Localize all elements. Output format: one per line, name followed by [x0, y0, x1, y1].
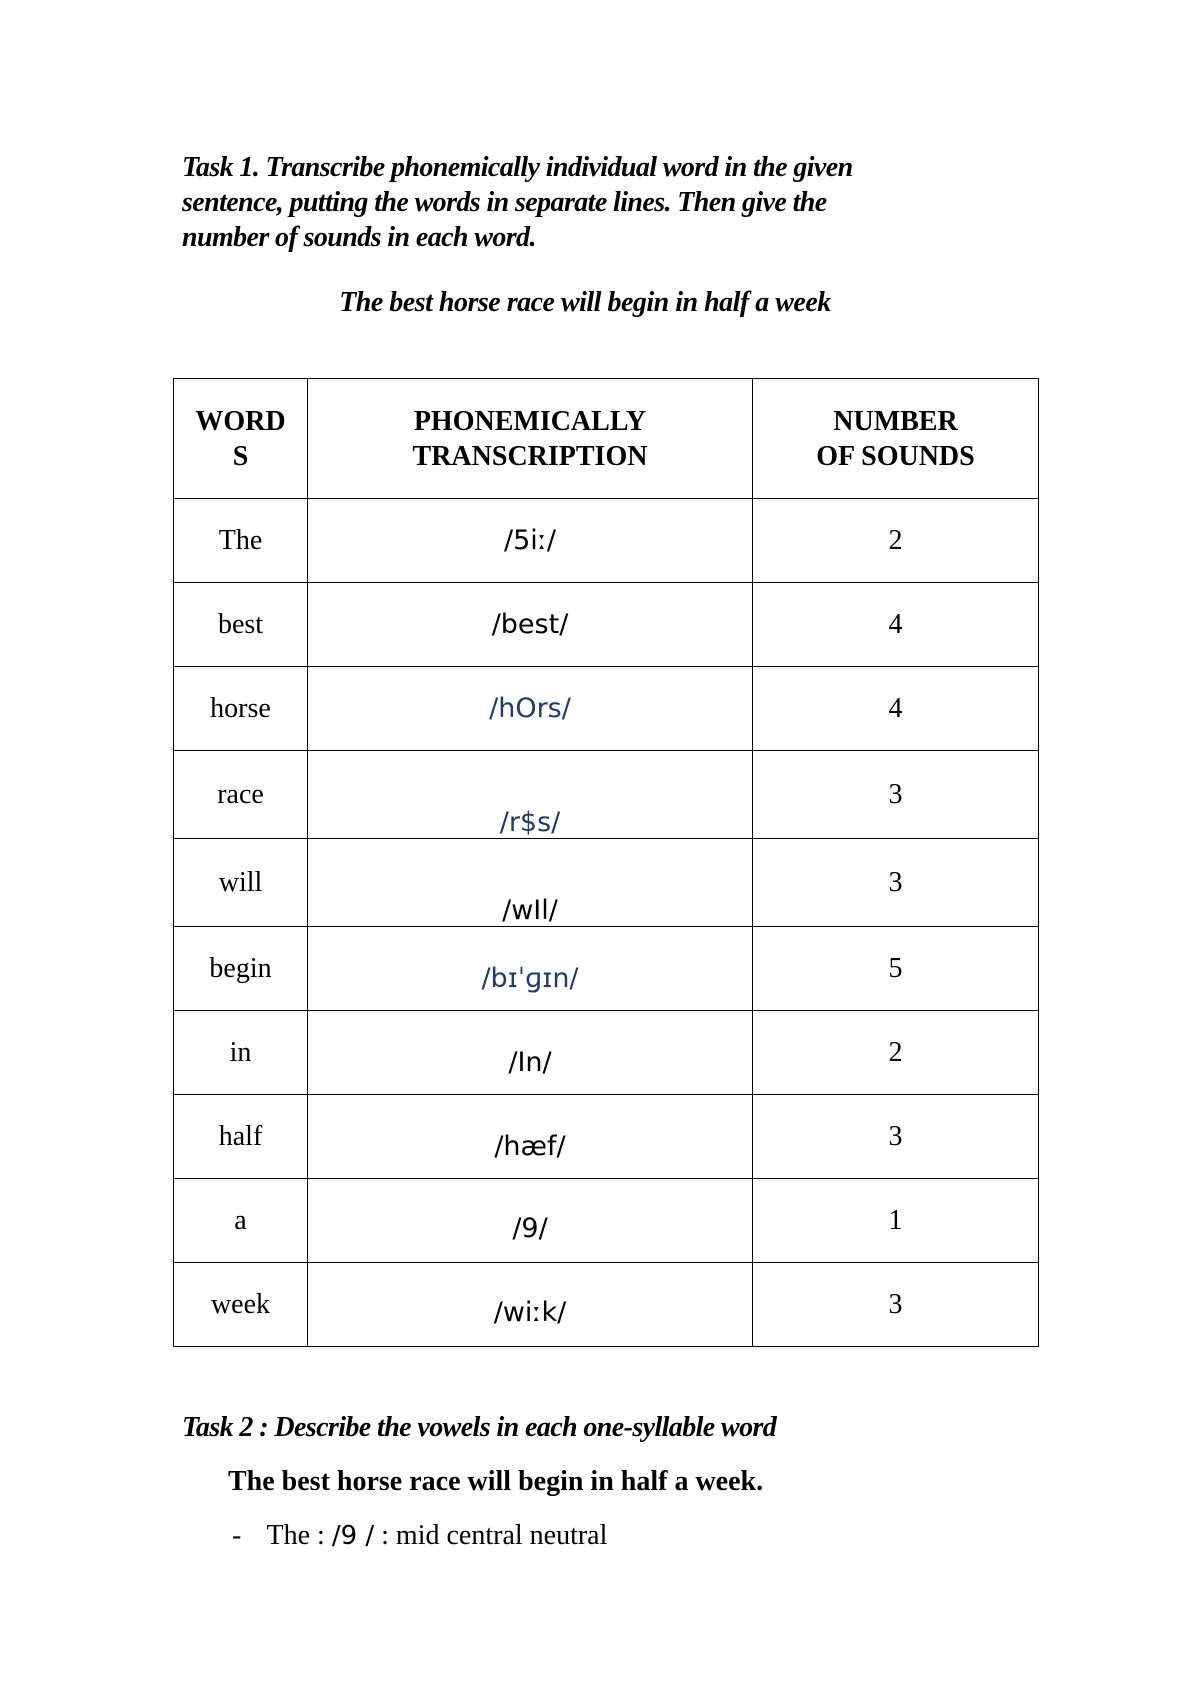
item-word: The : [266, 1520, 325, 1551]
cell-sound-count: 2 [753, 499, 1039, 583]
transcription-text: /wIl/ [502, 895, 558, 926]
task1-line: number of sounds in each word. [182, 222, 536, 253]
table-row [174, 839, 1039, 927]
cell-word: week [174, 1263, 308, 1347]
task1-instructions [182, 150, 1002, 255]
cell-word: a [174, 1179, 308, 1263]
cell-word: The [174, 499, 308, 583]
item-description: : mid central neutral [381, 1520, 608, 1551]
transcription-text: /5iː/ [504, 525, 556, 556]
header-transcription [308, 379, 753, 499]
table-row [174, 667, 1039, 751]
header-number-line1: NUMBER [833, 405, 958, 437]
task2-sentence: The best horse race will begin in half a week. [228, 1466, 764, 1497]
cell-sound-count: 4 [753, 583, 1039, 667]
list-dash: - [232, 1520, 242, 1551]
transcription-text: /hæf/ [494, 1131, 566, 1162]
cell-transcription [308, 751, 753, 839]
cell-sound-count: 5 [753, 927, 1039, 1011]
cell-sound-count: 3 [753, 839, 1039, 927]
task1-sentence: The best horse race will begin in half a week [339, 287, 831, 318]
table-header-row [174, 379, 1039, 499]
header-transcription-line1: PHONEMICALLY [413, 405, 647, 437]
transcription-text: /best/ [491, 609, 569, 640]
cell-sound-count: 3 [753, 1263, 1039, 1347]
cell-transcription [308, 1179, 753, 1263]
table-row [174, 1179, 1039, 1263]
transcription-text: /hOrs/ [489, 693, 571, 724]
header-words-line2: S [232, 440, 249, 472]
cell-transcription [308, 1263, 753, 1347]
cell-word: in [174, 1011, 308, 1095]
cell-transcription [308, 583, 753, 667]
transcription-text: /9/ [512, 1213, 548, 1244]
transcription-text: /r$s/ [499, 807, 561, 838]
table-row [174, 583, 1039, 667]
table-row [174, 751, 1039, 839]
transcription-table [173, 378, 1039, 1347]
table-row [174, 1011, 1039, 1095]
table-row [174, 1263, 1039, 1347]
cell-sound-count: 2 [753, 1011, 1039, 1095]
list-item [232, 1520, 607, 1552]
header-number-of-sounds [753, 379, 1039, 499]
cell-word: begin [174, 927, 308, 1011]
cell-transcription [308, 499, 753, 583]
table-row [174, 927, 1039, 1011]
task1-line: Task 1. Transcribe phonemically individual word in the given [182, 152, 853, 183]
cell-transcription [308, 667, 753, 751]
transcription-text: /wiːk/ [493, 1297, 567, 1328]
cell-word: best [174, 583, 308, 667]
cell-sound-count: 3 [753, 1095, 1039, 1179]
cell-transcription [308, 839, 753, 927]
cell-word: will [174, 839, 308, 927]
transcription-text: /In/ [508, 1047, 552, 1078]
table-row [174, 499, 1039, 583]
cell-word: half [174, 1095, 308, 1179]
header-number-line2: OF SOUNDS [816, 440, 975, 472]
cell-transcription [308, 1011, 753, 1095]
task2-heading: Task 2 : Describe the vowels in each one-syllable word [182, 1412, 777, 1443]
header-words [174, 379, 308, 499]
cell-transcription [308, 1095, 753, 1179]
cell-sound-count: 3 [753, 751, 1039, 839]
cell-sound-count: 1 [753, 1179, 1039, 1263]
transcription-text: /bɪˈɡɪn/ [481, 963, 579, 994]
task1-line: sentence, putting the words in separate lines. Then give the [182, 187, 827, 218]
cell-word: race [174, 751, 308, 839]
item-ipa: /9 / [331, 1521, 375, 1551]
cell-sound-count: 4 [753, 667, 1039, 751]
header-transcription-line2: TRANSCRIPTION [412, 440, 648, 472]
cell-transcription [308, 927, 753, 1011]
table-row [174, 1095, 1039, 1179]
cell-word: horse [174, 667, 308, 751]
header-words-line1: WORD [195, 405, 286, 437]
